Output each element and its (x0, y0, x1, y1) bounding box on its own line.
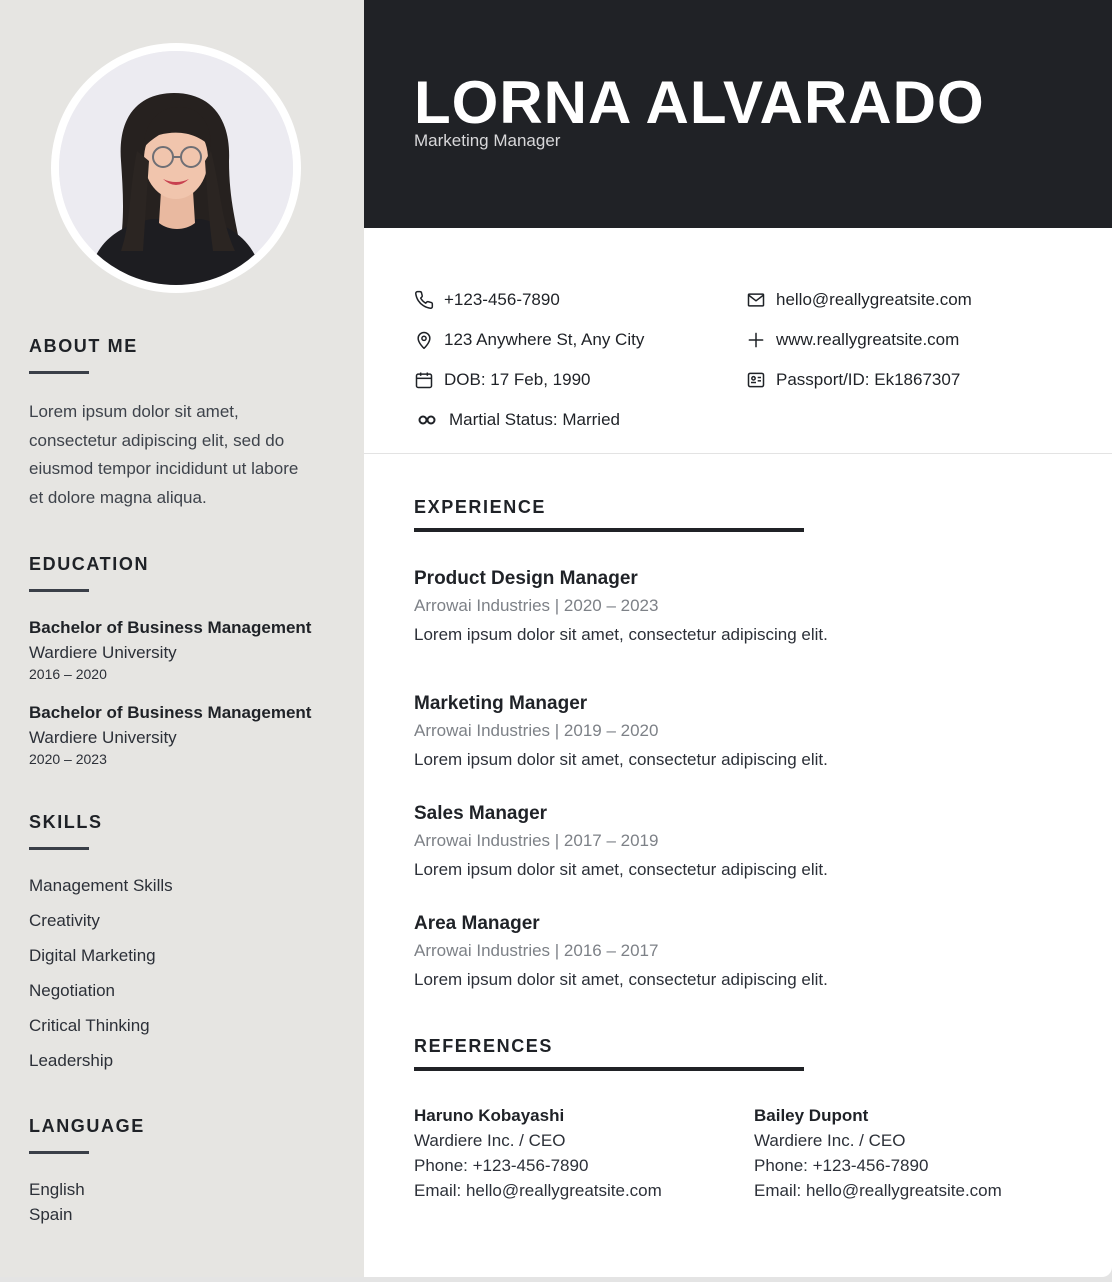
reference-item (414, 1103, 734, 1203)
contact-phone (414, 290, 560, 310)
job-description: Lorem ipsum dolor sit amet, consectetur adipiscing elit. (414, 860, 828, 879)
education-school: Wardiere University (29, 728, 177, 747)
about-section (29, 336, 329, 374)
reference-name: Haruno Kobayashi (414, 1106, 565, 1125)
skill-item: Management Skills (29, 876, 173, 895)
contact-address (414, 330, 644, 350)
contact-website (746, 330, 959, 350)
job-company: Arrowai Industries | 2020 – 2023 (414, 596, 659, 615)
mail-icon (746, 290, 766, 310)
about-line: consectetur adipiscing elit, sed do (29, 430, 285, 450)
job-title: Marketing Manager (414, 131, 561, 150)
plus-icon (746, 330, 766, 350)
map-pin-icon (414, 330, 434, 350)
full-name: LORNA ALVARADO (414, 69, 985, 136)
header-banner (364, 0, 1112, 228)
skills-heading: SKILLS (29, 812, 103, 832)
job-company: Arrowai Industries | 2016 – 2017 (414, 941, 659, 960)
about-line: Lorem ipsum dolor sit amet, (29, 402, 239, 421)
job-role: Area Manager (414, 913, 540, 934)
id-card-icon (746, 370, 766, 390)
reference-phone: Phone: +123-456-7890 (754, 1156, 929, 1175)
about-heading: ABOUT ME (29, 336, 138, 356)
marital-text: Martial Status: Married (449, 410, 620, 429)
references-heading: REFERENCES (414, 1036, 554, 1056)
education-heading: EDUCATION (29, 554, 150, 574)
education-underline (29, 589, 89, 592)
skills-underline (29, 847, 89, 850)
skill-item: Leadership (29, 1051, 114, 1070)
about-line: et dolore magna aliqua. (29, 487, 207, 507)
job-role: Marketing Manager (414, 693, 588, 714)
job-company: Arrowai Industries | 2017 – 2019 (414, 831, 659, 850)
profile-photo (59, 51, 293, 285)
education-years: 2016 – 2020 (29, 666, 107, 682)
skill-item: Creativity (29, 911, 100, 930)
calendar-icon (414, 370, 434, 390)
reference-company: Wardiere Inc. / CEO (754, 1131, 906, 1150)
job-role: Product Design Manager (414, 568, 638, 589)
reference-email: Email: hello@reallygreatsite.com (754, 1181, 1002, 1200)
references-underline (414, 1067, 804, 1071)
dob-text: DOB: 17 Feb, 1990 (444, 370, 591, 389)
rings-icon (414, 410, 439, 430)
contact-passport (746, 370, 960, 390)
experience-item (414, 566, 1054, 650)
skill-item: Digital Marketing (29, 946, 156, 965)
education-item (29, 701, 349, 769)
about-text (29, 398, 329, 512)
education-item (29, 616, 349, 684)
contacts-divider (364, 453, 1112, 454)
education-degree: Bachelor of Business Management (29, 703, 312, 722)
skills-section (29, 812, 329, 850)
experience-item (414, 691, 1054, 775)
education-years: 2020 – 2023 (29, 751, 107, 767)
education-section (29, 554, 329, 592)
reference-name: Bailey Dupont (754, 1106, 869, 1125)
job-role: Sales Manager (414, 803, 548, 824)
job-description: Lorem ipsum dolor sit amet, consectetur adipiscing elit. (414, 970, 828, 989)
experience-item (414, 911, 1054, 995)
website-text[interactable]: www.reallygreatsite.com (776, 330, 960, 349)
experience-item (414, 801, 1054, 885)
job-company: Arrowai Industries | 2019 – 2020 (414, 721, 659, 740)
skill-item: Critical Thinking (29, 1016, 150, 1035)
language-item: Spain (29, 1205, 73, 1224)
reference-email: Email: hello@reallygreatsite.com (414, 1181, 662, 1200)
about-underline (29, 371, 89, 374)
phone-icon (414, 290, 434, 310)
education-degree: Bachelor of Business Management (29, 618, 312, 637)
email-text[interactable]: hello@reallygreatsite.com (776, 290, 972, 309)
language-item: English (29, 1180, 85, 1199)
language-underline (29, 1151, 89, 1154)
contact-email (746, 290, 972, 310)
contact-dob (414, 370, 590, 390)
reference-phone: Phone: +123-456-7890 (414, 1156, 589, 1175)
job-description: Lorem ipsum dolor sit amet, consectetur adipiscing elit. (414, 750, 828, 769)
passport-text: Passport/ID: Ek1867307 (776, 370, 961, 389)
person-illustration (59, 51, 293, 285)
language-section (29, 1116, 329, 1154)
sidebar (0, 0, 364, 1277)
profile-photo-frame (51, 43, 301, 293)
phone-text: +123-456-7890 (444, 290, 560, 309)
reference-item (754, 1103, 1074, 1203)
skill-item: Negotiation (29, 981, 116, 1000)
language-heading: LANGUAGE (29, 1116, 145, 1136)
experience-underline (414, 528, 804, 532)
job-description: Lorem ipsum dolor sit amet, consectetur adipiscing elit. (414, 625, 828, 644)
experience-heading: EXPERIENCE (414, 497, 547, 517)
address-text: 123 Anywhere St, Any City (444, 330, 645, 349)
reference-company: Wardiere Inc. / CEO (414, 1131, 566, 1150)
education-school: Wardiere University (29, 643, 177, 662)
contact-marital (414, 410, 620, 430)
about-line: eiusmod tempor incididunt ut labore (29, 459, 299, 478)
